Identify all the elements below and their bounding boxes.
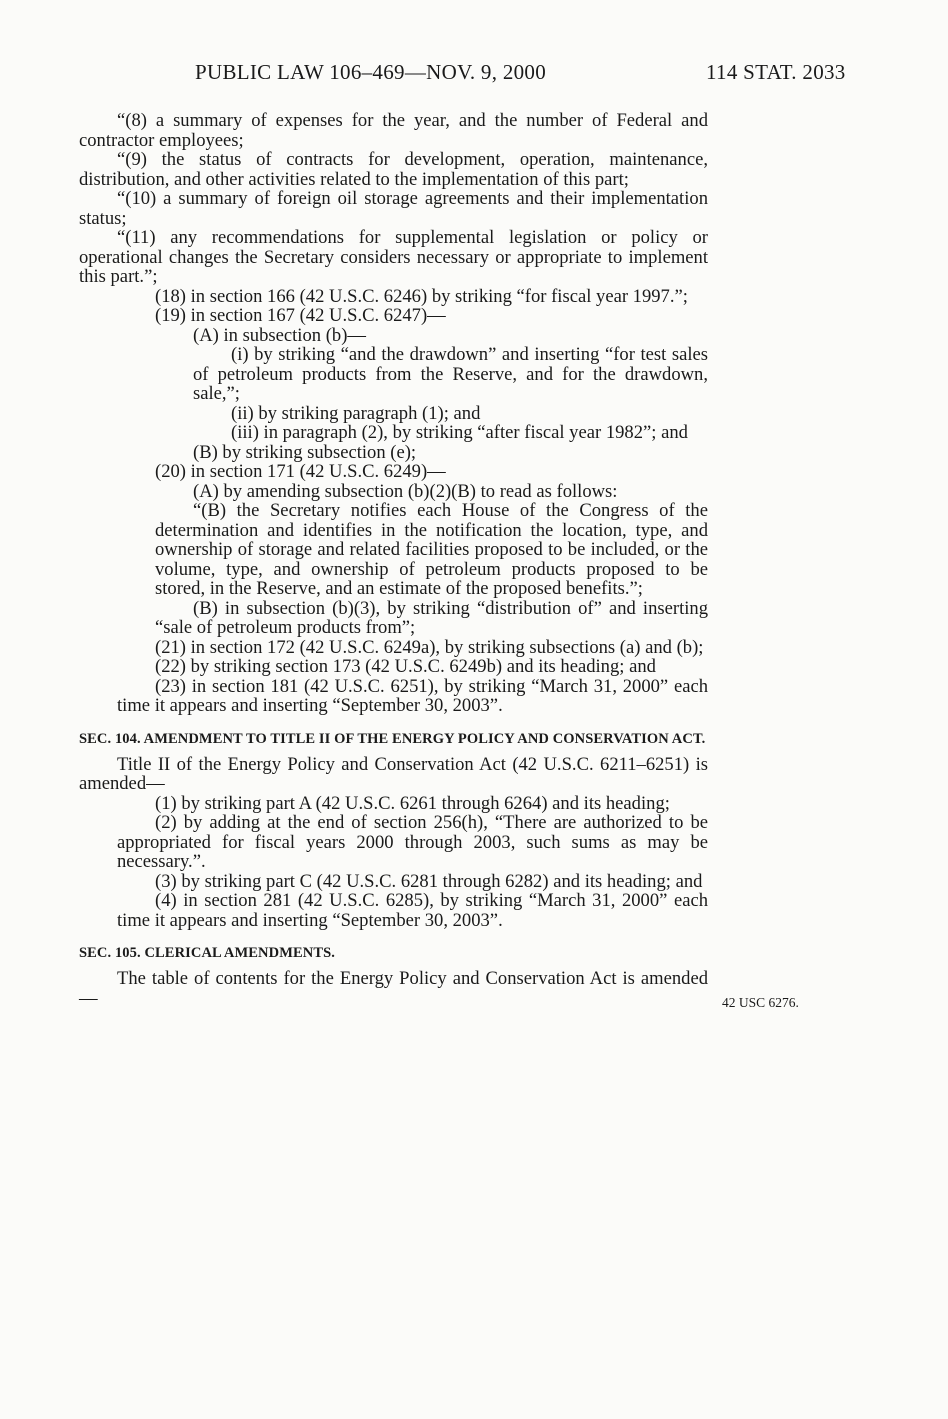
paragraph: “(9) the status of contracts for development, operation, maintenance, distribution, and other activities related to the implementation of this part; bbox=[79, 149, 708, 190]
paragraph: Title II of the Energy Policy and Conservation Act (42 U.S.C. 6211–6251) is amended— bbox=[79, 753, 708, 794]
paragraph: (ii) by striking paragraph (1); and bbox=[231, 402, 481, 424]
spacer bbox=[79, 716, 708, 730]
paragraph: (2) by adding at the end of section 256(h), “There are authorized to be appropriated for fiscal years 2000 through 2003, such sums as may be necessary.”. bbox=[117, 812, 708, 872]
margin-note: 42 USC 6276. bbox=[722, 995, 799, 1010]
paragraph: (A) by amending subsection (b)(2)(B) to read as follows: bbox=[193, 480, 618, 502]
paragraph: The table of contents for the Energy Policy and Conservation Act is amended— bbox=[79, 968, 708, 1009]
running-header-left: PUBLIC LAW 106–469—NOV. 9, 2000 bbox=[195, 60, 547, 84]
page-citation: 114 STAT. 2033 bbox=[706, 60, 846, 84]
section-heading: SEC. 104. AMENDMENT TO TITLE II OF THE ENERGY POLICY AND CONSERVATION ACT. bbox=[79, 730, 706, 747]
paragraph: (i) by striking “and the drawdown” and inserting “for test sales of petroleum products from the Reserve, and for the drawdown, sale,”; bbox=[193, 344, 708, 404]
paragraph: (3) by striking part C (42 U.S.C. 6281 through 6282) and its heading; and bbox=[155, 870, 703, 892]
paragraph: (21) in section 172 (42 U.S.C. 6249a), by striking subsections (a) and (b); bbox=[155, 636, 704, 658]
paragraph: (18) in section 166 (42 U.S.C. 6246) by striking “for fiscal year 1997.”; bbox=[155, 285, 688, 307]
paragraph: (B) by striking subsection (e); bbox=[193, 441, 417, 463]
statute-body bbox=[79, 111, 708, 1008]
paragraph: (19) in section 167 (42 U.S.C. 6247)— bbox=[155, 305, 446, 326]
paragraph: (22) by striking section 173 (42 U.S.C. 6249b) and its heading; and bbox=[155, 656, 656, 677]
paragraph: (4) in section 281 (42 U.S.C. 6285), by striking “March 31, 2000” each time it appears and inserting “September 30, 2003”. bbox=[117, 890, 708, 931]
paragraph: “(B) the Secretary notifies each House of the Congress of the determination and identifies in the notification the location, type, and ownership of storage and related facilities proposed to be included, or the volume, type, and ownership of petroleum products proposed to be stored, in the Reserve, and an estimate of the proposed benefits.”; bbox=[155, 500, 708, 599]
paragraph: (20) in section 171 (42 U.S.C. 6249)— bbox=[155, 461, 446, 482]
paragraph: “(8) a summary of expenses for the year, and the number of Federal and contractor employees; bbox=[79, 110, 708, 151]
paragraph: (1) by striking part A (42 U.S.C. 6261 through 6264) and its heading; bbox=[155, 792, 670, 814]
paragraph: (23) in section 181 (42 U.S.C. 6251), by striking “March 31, 2000” each time it appears and inserting “September 30, 2003”. bbox=[117, 675, 708, 716]
paragraph: (A) in subsection (b)— bbox=[193, 324, 366, 346]
spacer bbox=[79, 930, 708, 944]
paragraph: (B) in subsection (b)(3), by striking “distribution of” and inserting “sale of petroleum products from”; bbox=[155, 597, 708, 638]
paragraph: “(11) any recommendations for supplemental legislation or policy or operational changes the Secretary considers necessary or appropriate to implement this part.”; bbox=[79, 227, 708, 287]
paragraph: (iii) in paragraph (2), by striking “after fiscal year 1982”; and bbox=[231, 422, 688, 443]
paragraph: “(10) a summary of foreign oil storage agreements and their implementation status; bbox=[79, 188, 708, 229]
section-heading: SEC. 105. CLERICAL AMENDMENTS. bbox=[79, 945, 335, 961]
